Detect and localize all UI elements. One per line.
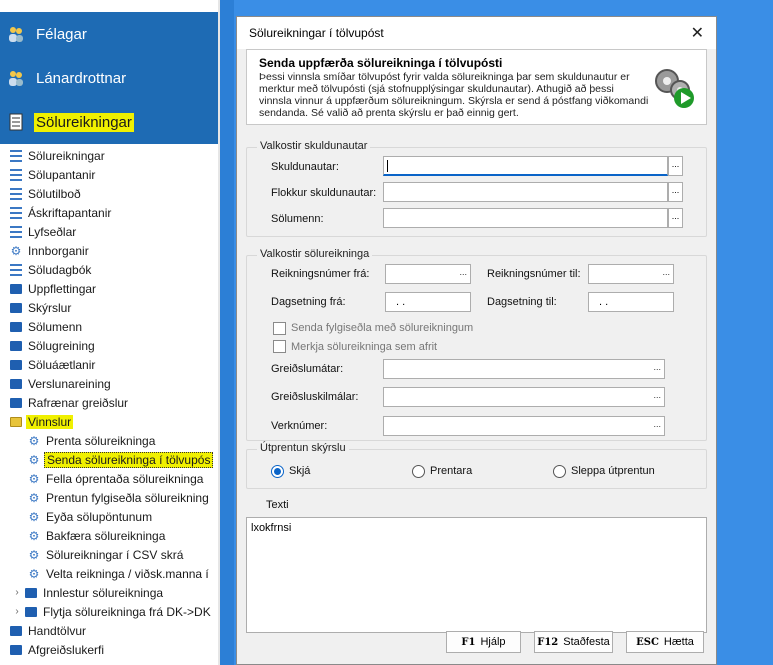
nav-header-label: Félagar <box>36 25 87 43</box>
radio-prentara[interactable] <box>412 465 425 478</box>
group-title: Útprentun skýrslu <box>257 442 349 454</box>
folder-icon <box>10 379 22 389</box>
dagsetning-fra-label: Dagsetning frá: <box>271 296 346 308</box>
gear-icon: ⚙ <box>10 243 22 258</box>
document-icon <box>8 113 24 131</box>
tree-item-soluaaetlanir[interactable]: Söluáætlanir <box>0 355 218 374</box>
dagsetning-til-input[interactable]: . . <box>588 292 674 312</box>
chevron-right-icon[interactable]: › <box>15 587 19 598</box>
list-icon <box>10 150 22 162</box>
list-icon <box>10 264 22 276</box>
ellipsis-icon[interactable]: ... <box>459 267 467 277</box>
group-title: Valkostir skuldunautar <box>257 140 370 152</box>
gear-icon: ⚙ <box>28 490 40 505</box>
tree-item-senda-solureikninga[interactable]: ⚙ Senda sölureikninga í tölvupós <box>0 450 218 469</box>
tree-item-handtolvur[interactable]: Handtölvur <box>0 621 218 640</box>
radio-skja-label: Skjá <box>289 465 311 477</box>
ellipsis-icon[interactable]: ... <box>653 419 661 429</box>
folder-icon <box>10 322 22 332</box>
nav-tree <box>0 146 218 659</box>
dialog-title: Sölureikningar í tölvupóst <box>249 26 384 40</box>
reikningsnumer-fra-input[interactable] <box>385 264 471 284</box>
navigation-panel <box>0 0 218 665</box>
greidsluskilmalar-input[interactable] <box>383 387 665 407</box>
tree-item-skyrslur[interactable]: Skýrslur <box>0 298 218 317</box>
gear-icon: ⚙ <box>28 471 40 486</box>
ellipsis-icon[interactable]: ... <box>653 390 661 400</box>
tree-item-afgreidslukerfi[interactable]: Afgreiðslukerfi <box>0 640 218 659</box>
splitter-line <box>218 0 220 665</box>
tree-item-flytja[interactable]: › Flytja sölureikninga frá DK->DK <box>0 602 218 621</box>
radio-sleppa-utprentun[interactable] <box>553 465 566 478</box>
cancel-label: Hætta <box>663 636 694 648</box>
open-folder-icon <box>10 417 22 427</box>
people-icon <box>8 25 24 43</box>
radio-sleppa-utprentun-label: Sleppa útprentun <box>571 465 655 477</box>
tree-item-uppflettingar[interactable]: Uppflettingar <box>0 279 218 298</box>
tree-item-solureikningar[interactable]: Sölureikningar <box>0 146 218 165</box>
tree-item-rafraenar-greidslur[interactable]: Rafrænar greiðslur <box>0 393 218 412</box>
folder-icon <box>10 645 22 655</box>
tree-item-verslunareining[interactable]: Verslunareining <box>0 374 218 393</box>
tree-item-fella-oprentada[interactable]: ⚙ Fella óprentaða sölureikninga <box>28 471 204 486</box>
tree-item-prentun-fylgisedla[interactable]: ⚙ Prentun fylgiseðla sölureikning <box>28 490 209 505</box>
gear-icon: ⚙ <box>28 452 40 467</box>
tree-item-eyda-solupontunum[interactable]: ⚙ Eyða sölupöntunum <box>28 509 153 524</box>
greidslumatar-input[interactable] <box>383 359 665 379</box>
list-icon <box>10 188 22 200</box>
senda-fylgisedla-label: Senda fylgiseðla með sölureikningum <box>291 322 474 334</box>
group-valkostir-skuldunautar <box>246 140 707 237</box>
dialog-header-panel <box>246 49 707 125</box>
tree-item-solutilbod[interactable]: Sölutilboð <box>0 184 218 203</box>
nav-header-lanardrottnar[interactable] <box>0 56 218 100</box>
gear-icon: ⚙ <box>28 509 40 524</box>
help-label: Hjálp <box>480 636 506 648</box>
gear-icon: ⚙ <box>28 566 40 581</box>
chevron-right-icon[interactable]: › <box>15 606 19 617</box>
radio-prentara-label: Prentara <box>430 465 473 477</box>
tree-item-lyfsedlar[interactable]: Lyfseðlar <box>0 222 218 241</box>
senda-fylgisedla-checkbox[interactable] <box>273 322 286 335</box>
flokkur-skuldunautar-label: Flokkur skuldunautar: <box>271 187 377 199</box>
list-icon <box>10 207 22 219</box>
solumenn-input[interactable] <box>383 208 668 228</box>
ellipsis-icon[interactable]: ... <box>653 362 661 372</box>
tree-item-innborganir[interactable]: ⚙ Innborganir <box>10 243 89 258</box>
panel-splitter[interactable] <box>218 0 234 665</box>
flokkur-skuldunautar-input[interactable] <box>383 182 668 202</box>
tree-item-solureikningar-csv[interactable]: ⚙ Sölureikningar í CSV skrá <box>28 547 184 562</box>
folder-icon <box>25 607 37 617</box>
folder-icon <box>10 284 22 294</box>
nav-header-label: Lánardrottnar <box>36 69 127 87</box>
gear-icon: ⚙ <box>28 547 40 562</box>
list-icon <box>10 226 22 238</box>
cancel-key: ESC <box>636 636 659 648</box>
folder-icon <box>10 398 22 408</box>
folder-icon <box>10 303 22 313</box>
ellipsis-icon[interactable]: ... <box>662 267 670 277</box>
merkja-afrit-checkbox[interactable] <box>273 340 286 353</box>
nav-header-label: Sölureikningar <box>36 113 132 131</box>
tree-item-velta-reikninga[interactable]: ⚙ Velta reikninga / viðsk.manna í <box>28 566 209 581</box>
greidslumatar-label: Greiðslumátar: <box>271 363 344 375</box>
solumenn-lookup-button[interactable]: ... <box>668 208 683 228</box>
reikningsnumer-til-input[interactable] <box>588 264 674 284</box>
skuldunautar-lookup-button[interactable]: ... <box>668 156 683 176</box>
help-key: F1 <box>461 636 476 648</box>
tree-item-soludagbok[interactable]: Söludagbók <box>0 260 218 279</box>
gear-icon: ⚙ <box>28 528 40 543</box>
tree-item-solugreining[interactable]: Sölugreining <box>0 336 218 355</box>
dialog-header-title: Senda uppfærða sölureikninga í tölvupósti <box>259 56 503 70</box>
group-valkostir-solureikninga <box>246 248 707 441</box>
dagsetning-til-label: Dagsetning til: <box>487 296 557 308</box>
gear-icon: ⚙ <box>28 433 40 448</box>
confirm-label: Staðfesta <box>563 636 610 648</box>
skuldunautar-label: Skuldunautar: <box>271 161 339 173</box>
dialog-titlebar[interactable] <box>237 17 716 49</box>
nav-header-felagar[interactable] <box>0 12 218 56</box>
text-caret <box>387 160 388 172</box>
texti-label: Texti <box>266 499 289 511</box>
tree-item-solupantanir[interactable]: Sölupantanir <box>0 165 218 184</box>
radio-skja[interactable] <box>271 465 284 478</box>
flokkur-lookup-button[interactable]: ... <box>668 182 683 202</box>
reikningsnumer-til-label: Reikningsnúmer til: <box>487 268 581 280</box>
tree-item-prenta-solureikninga[interactable]: ⚙ Prenta sölureikninga <box>28 433 156 448</box>
help-button[interactable] <box>446 631 521 653</box>
dialog-window <box>236 16 717 665</box>
tree-item-askriftapantanir[interactable]: Áskriftapantanir <box>0 203 218 222</box>
gears-play-icon <box>650 64 696 110</box>
skuldunautar-input[interactable] <box>383 156 668 176</box>
folder-icon <box>10 360 22 370</box>
tree-item-solumenn[interactable]: Sölumenn <box>0 317 218 336</box>
group-title: Valkostir sölureikninga <box>257 248 372 260</box>
solumenn-label: Sölumenn: <box>271 213 324 225</box>
people-icon <box>8 69 24 87</box>
nav-header-solureikningar[interactable] <box>0 100 218 144</box>
greidsluskilmalar-label: Greiðsluskilmálar: <box>271 391 359 403</box>
confirm-button[interactable] <box>534 631 613 653</box>
reikningsnumer-fra-label: Reikningsnúmer frá: <box>271 268 370 280</box>
confirm-key: F12 <box>537 636 559 648</box>
cancel-button[interactable] <box>626 631 704 653</box>
dialog-header-description: Þessi vinnsla smíðar tölvupóst fyrir valda sölureikninga þar sem skuldunautur er merktur með tölvupósti (sjá stofnupplýsingar skuldunautar). Athugið að þessi vinnsla vinnur á uppfærðum sölureikningum. Skýrsla er send á póstfang viðkomandi sendanda. Sé valið að prenta skýrslu er það einnig gert. <box>259 71 649 119</box>
tree-item-vinnslur[interactable]: Vinnslur <box>0 412 218 431</box>
tree-item-bakfaera-solureikninga[interactable]: ⚙ Bakfæra sölureikninga <box>28 528 166 543</box>
verknumer-label: Verknúmer: <box>271 420 328 432</box>
folder-icon <box>10 626 22 636</box>
folder-icon <box>25 588 37 598</box>
verknumer-input[interactable] <box>383 416 665 436</box>
close-icon[interactable]: ✕ <box>690 25 704 42</box>
tree-item-innlestur[interactable]: › Innlestur sölureikninga <box>0 583 218 602</box>
folder-icon <box>10 341 22 351</box>
group-utprentun-skyrslu <box>246 442 707 489</box>
texti-textarea[interactable]: lxokfrnsi <box>246 517 707 633</box>
merkja-afrit-label: Merkja sölureikninga sem afrit <box>291 341 438 353</box>
list-icon <box>10 169 22 181</box>
dagsetning-fra-input[interactable]: . . <box>385 292 471 312</box>
